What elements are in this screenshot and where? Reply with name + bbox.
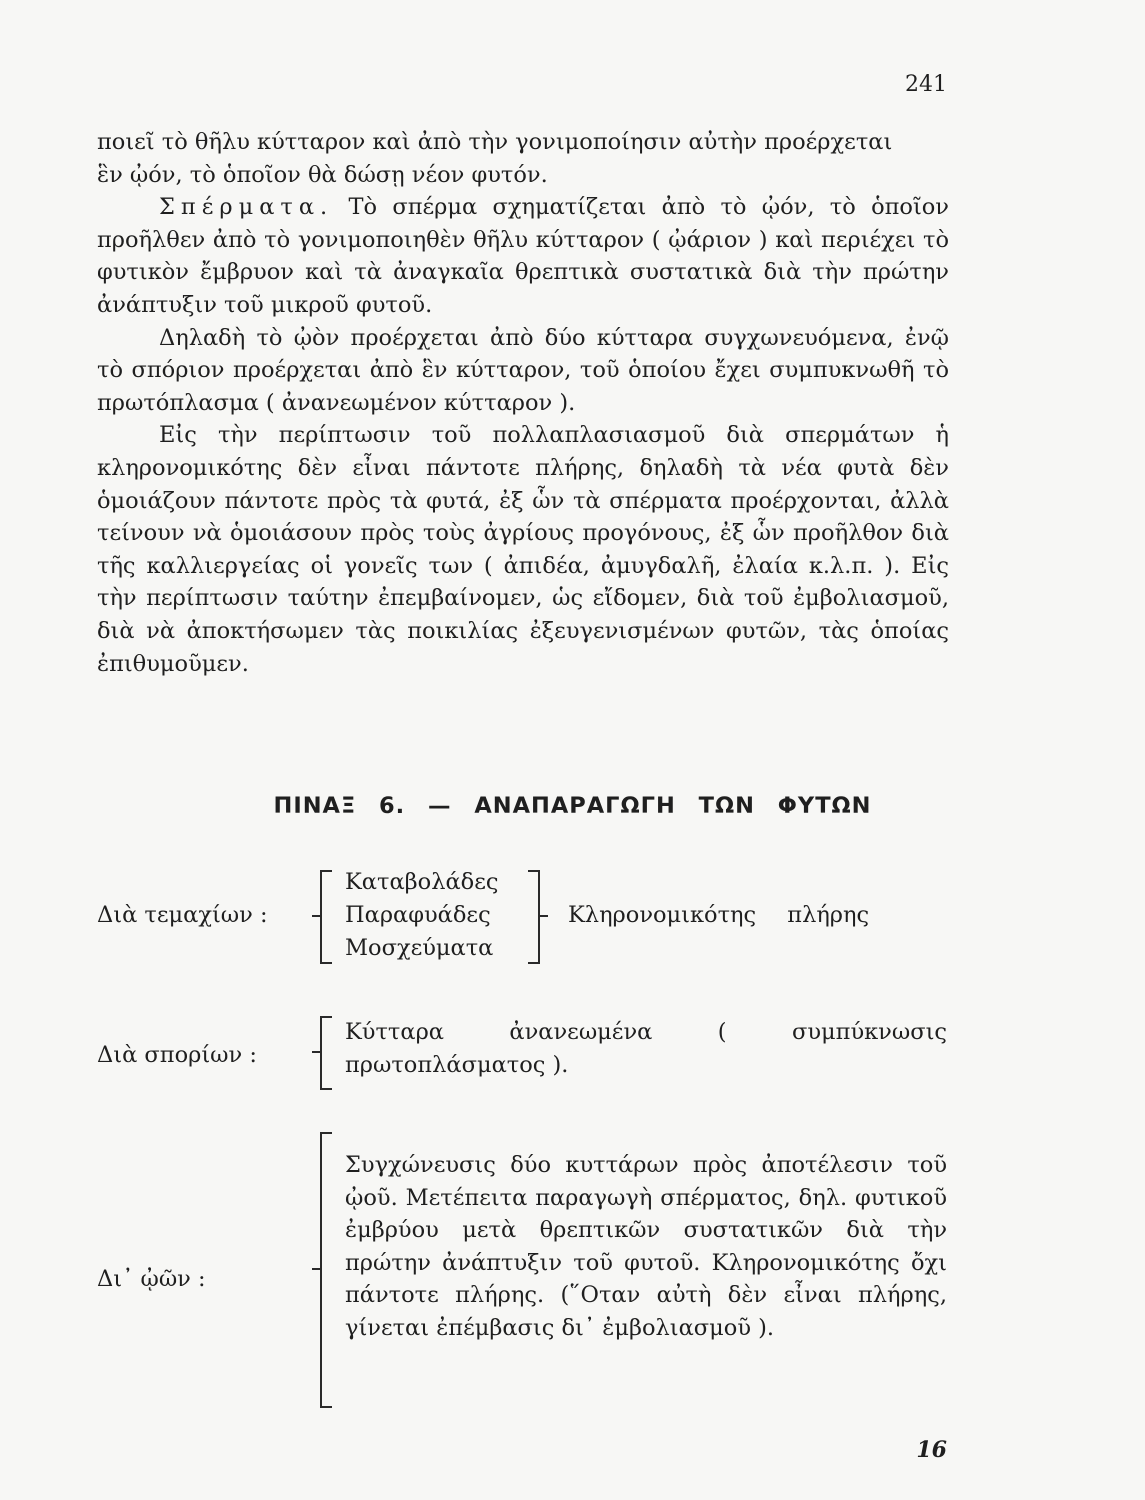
brace-left-eggs [320, 1132, 332, 1408]
brace-tick-eggs [312, 1268, 322, 1270]
paragraph-3: Δηλαδὴ τὸ ᾠὸν προέρχεται ἀπὸ δύο κύτταρα συγχωνευόμενα, ἐνῷ τὸ σπόριον προέρχεται ἀπὸ ἓν κύτταρον, τοῦ ὁποίου ἔχει συμπυκνωθῆ τὸ πρωτόπλασμα ( ἀνανεωμένον κύτταρον ). [97, 324, 949, 416]
row-label-eggs: Δι᾽ ᾠῶν : [97, 1266, 206, 1292]
cuttings-list [345, 866, 498, 965]
paragraph-1-line-1: ποιεῖ τὸ θῆλυ κύτταρον καὶ ἀπὸ τὴν γονιμοποίησιν αὐτὴν προέρχεται [97, 129, 893, 155]
seeds-heading: Σπέρματα. [159, 194, 334, 221]
paragraph-4: Εἰς τὴν περίπτωσιν τοῦ πολλαπλασιασμοῦ διὰ σπερμάτων ἡ κληρονομικότης δὲν εἶναι πάντοτε πλήρης, δηλαδὴ τὰ νέα φυτὰ δὲν ὁμοιάζουν πάντοτε πρὸς τὰ φυτά, ἐξ ὧν τὰ σπέρματα προέρχονται, ἀλλὰ τείνουν νὰ ὁμοιάσουν πρὸς τοὺς ἀγρίους προγόνους, ἐξ ὧν προῆλθον διὰ τῆς καλλιεργείας οἱ γονεῖς των ( ἀπιδέα, ἀμυγδαλῆ, ἐλαία κ.λ.π. ). Εἰς τὴν περίπτωσιν ταύτην ἐπεμβαίνομεν, ὡς εἴδομεν, διὰ τοῦ ἐμβολιασμοῦ, διὰ νὰ ἀποκτήσωμεν τὰς ποικιλίας ἐξευγενισμένων φυτῶν, τὰς ὁποίας ἐπιθυμοῦμεν. [97, 422, 949, 677]
cuttings-item-3: Μοσχεύματα [345, 935, 494, 961]
cuttings-item-2: Παραφυάδες [345, 902, 491, 928]
row-label-cuttings: Διὰ τεμαχίων : [97, 902, 268, 928]
cuttings-item-1: Καταβολάδες [345, 869, 499, 895]
seeds-body: Τὸ σπέρμα σχηματίζεται ἀπὸ τὸ ᾠόν, τὸ ὁποῖον προῆλθεν ἀπὸ τὸ γονιμοποιηθὲν θῆλυ κύτταρον ( ᾠάριον ) καὶ περιέχει τὸ φυτικὸν ἔμβρυον καὶ τὰ ἀναγκαῖα θρεπτικὰ συστατικὰ διὰ τὴν πρώτην ἀνάπτυξιν τοῦ μικροῦ φυτοῦ. [97, 194, 949, 318]
brace-left-cuttings [320, 870, 332, 964]
brace-tick-cuttings [312, 915, 322, 917]
cuttings-result: Κληρονομικότης πλήρης [568, 902, 870, 928]
signature-number: 16 [916, 1437, 947, 1463]
page-number: 241 [905, 72, 947, 97]
brace-tick-spores [312, 1051, 322, 1053]
brace-right-tick-cuttings [538, 915, 548, 917]
spores-description: Κύτταρα ἀνανεωμένα ( συμπύκνωσις πρωτοπλάσματος ). [345, 1019, 947, 1078]
table-title: ΠΙΝΑΞ 6. — ΑΝΑΠΑΡΑΓΩΓΗ ΤΩΝ ΦΥΤΩΝ [273, 793, 872, 819]
paragraph-1 [97, 126, 949, 191]
eggs-description: Συγχώνευσις δύο κυττάρων πρὸς ἀποτέλεσιν τοῦ ᾠοῦ. Μετέπειτα παραγωγὴ σπέρματος, δηλ. φυτικοῦ ἐμβρύου μετὰ θρεπτικῶν συστατικῶν διὰ τὴν πρώτην ἀνάπτυξιν τοῦ φυτοῦ. Κληρονομικότης ὄχι πάντοτε πλήρης. (῞Οταν αὐτὴ δὲν εἶναι πλήρης, γίνεται ἐπέμβασις δι᾽ ἐμβολιασμοῦ ). [345, 1152, 947, 1341]
brace-left-spores [320, 1016, 332, 1090]
paragraph-1-line-2: ἓν ᾠόν, τὸ ὁποῖον θὰ δώσῃ νέον φυτόν. [97, 161, 548, 188]
paragraph-seeds [97, 191, 949, 321]
body-text [97, 126, 949, 680]
row-label-spores: Διὰ σπορίων : [97, 1042, 257, 1068]
brace-right-cuttings [528, 870, 540, 964]
